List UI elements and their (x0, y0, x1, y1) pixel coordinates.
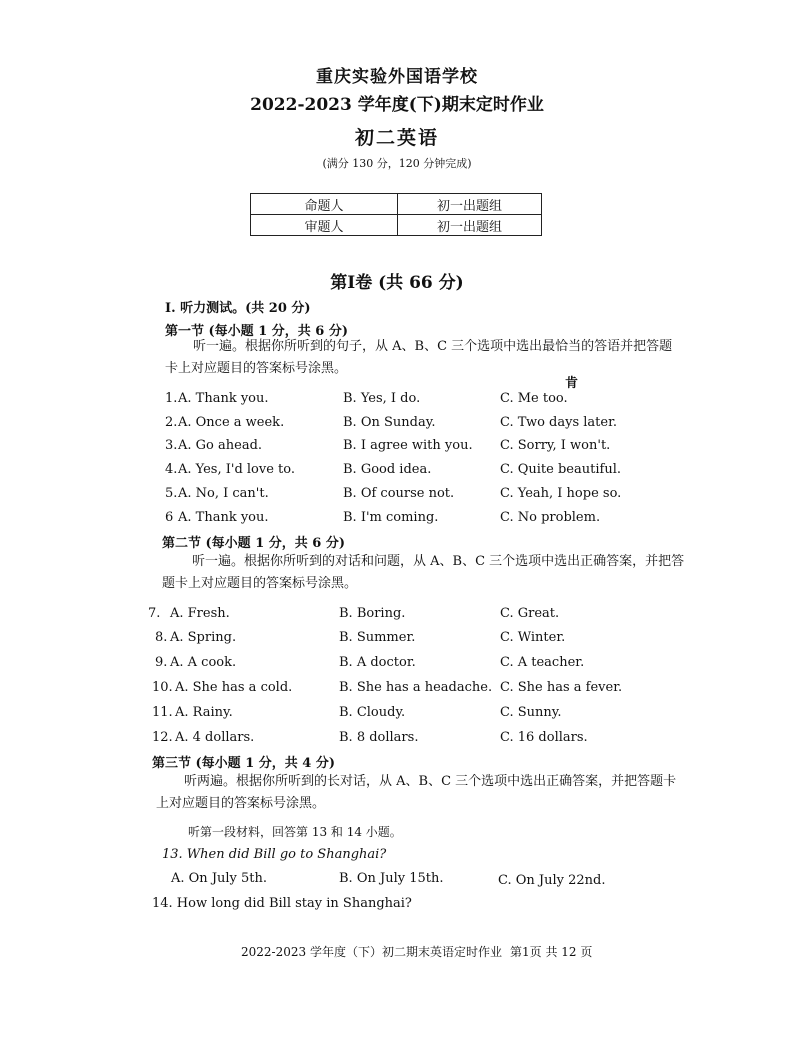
option-b: B. Yes, I do. (343, 391, 421, 406)
material-note: 听第一段材料，回答第 13 和 14 小题。 (188, 825, 402, 839)
option-b: B. A doctor. (339, 655, 416, 670)
option-c: C. Quite beautiful. (500, 462, 621, 477)
section2-instruction: 听一遍。根据你所听到的对话和问题，从 A、B、C 三个选项中选出正确答案，并把答题卡上对应题目的答案标号涂黑。 (162, 554, 685, 591)
staff-role: 命题人 (251, 194, 398, 215)
option-b: B. Summer. (339, 630, 416, 645)
question-13: 13. When did Bill go to Shanghai? (162, 847, 387, 862)
option-a: A. Once a week. (178, 415, 285, 430)
footer-title: 2022-2023 学年度（下）初二期末英语定时作业 (241, 945, 502, 959)
option-c: C. Two days later. (500, 415, 618, 430)
question-14: 14. How long did Bill stay in Shanghai? (152, 896, 412, 911)
option-c: C. 16 dollars. (500, 730, 588, 745)
option-a: A. Thank you. (178, 510, 269, 525)
option-b: B. Good idea. (343, 462, 432, 477)
option-a: A. Yes, I'd love to. (178, 462, 296, 477)
part-title: I. 听力测试。(共 20 分) (165, 301, 311, 316)
option-c: C. Sorry, I won't. (500, 438, 611, 453)
section1-instruction: 听一遍。根据你所听到的句子，从 A、B、C 三个选项中选出最恰当的答语并把答题卡上对应题目的答案标号涂黑。 (165, 339, 673, 376)
subject-title: 初二英语 (354, 127, 439, 149)
option-c: C. Great. (500, 606, 560, 621)
option-b: B. Of course not. (343, 486, 455, 501)
handwritten-mark: 肯 (565, 376, 579, 391)
option-b: B. On Sunday. (343, 415, 436, 430)
staff-row (251, 194, 542, 215)
staff-name: 初一出题组 (398, 194, 542, 215)
option-c: C. Winter. (500, 630, 566, 645)
section3-title: 第三节 (每小题 1 分，共 4 分) (152, 756, 336, 771)
option-a: A. Thank you. (178, 391, 269, 406)
option-b: B. On July 15th. (339, 871, 444, 886)
question-number: 12. (152, 730, 173, 745)
staff-row (251, 215, 542, 236)
question-number: 1. (165, 391, 178, 406)
option-c: C. A teacher. (500, 655, 585, 670)
option-b: B. I agree with you. (343, 438, 473, 453)
volume-title: 第Ⅰ卷 (共 66 分) (330, 273, 464, 293)
option-b: B. She has a headache. (339, 680, 493, 695)
option-a: A. 4 dollars. (175, 730, 255, 745)
option-c: C. She has a fever. (500, 680, 623, 695)
option-a: A. A cook. (170, 655, 237, 670)
question-number: 7. (148, 606, 161, 621)
question-number: 6 (165, 510, 174, 525)
option-a: A. Go ahead. (178, 438, 263, 453)
question-number: 9. (155, 655, 168, 670)
option-c: C. Yeah, I hope so. (500, 486, 622, 501)
option-b: B. I'm coming. (343, 510, 439, 525)
question-number: 10. (152, 680, 173, 695)
option-c: C. No problem. (500, 510, 601, 525)
option-a: A. She has a cold. (175, 680, 293, 695)
question-number: 4. (165, 462, 178, 477)
option-c: C. On July 22nd. (498, 873, 606, 888)
school-name: 重庆实验外国语学校 (316, 67, 478, 87)
question-number: 2. (165, 415, 178, 430)
page-number: 第1页 共 12 页 (510, 945, 593, 959)
option-a: A. Fresh. (170, 606, 230, 621)
option-b: B. 8 dollars. (339, 730, 419, 745)
exam-term: 2022-2023 学年度(下)期末定时作业 (250, 95, 544, 115)
option-a: A. Rainy. (175, 705, 233, 720)
option-a: A. On July 5th. (171, 871, 268, 886)
option-b: B. Boring. (339, 606, 406, 621)
staff-role: 审题人 (251, 215, 398, 236)
section3-instruction: 听两遍。根据你所听到的长对话，从 A、B、C 三个选项中选出正确答案，并把答题卡上对应题目的答案标号涂黑。 (156, 774, 677, 811)
section2-title: 第二节 (每小题 1 分，共 6 分) (162, 536, 346, 551)
option-a: A. No, I can't. (178, 486, 269, 501)
staff-name: 初一出题组 (398, 215, 542, 236)
section1-title: 第一节 (每小题 1 分，共 6 分) (165, 324, 349, 339)
option-a: A. Spring. (170, 630, 237, 645)
option-c: C. Sunny. (500, 705, 562, 720)
question-number: 8. (155, 630, 168, 645)
option-b: B. Cloudy. (339, 705, 406, 720)
score-note: (满分 130 分，120 分钟完成) (322, 157, 472, 170)
option-c: C. Me too. (500, 391, 568, 406)
question-number: 3. (165, 438, 178, 453)
question-number: 5. (165, 486, 178, 501)
staff-table (250, 193, 542, 236)
question-number: 11. (152, 705, 173, 720)
